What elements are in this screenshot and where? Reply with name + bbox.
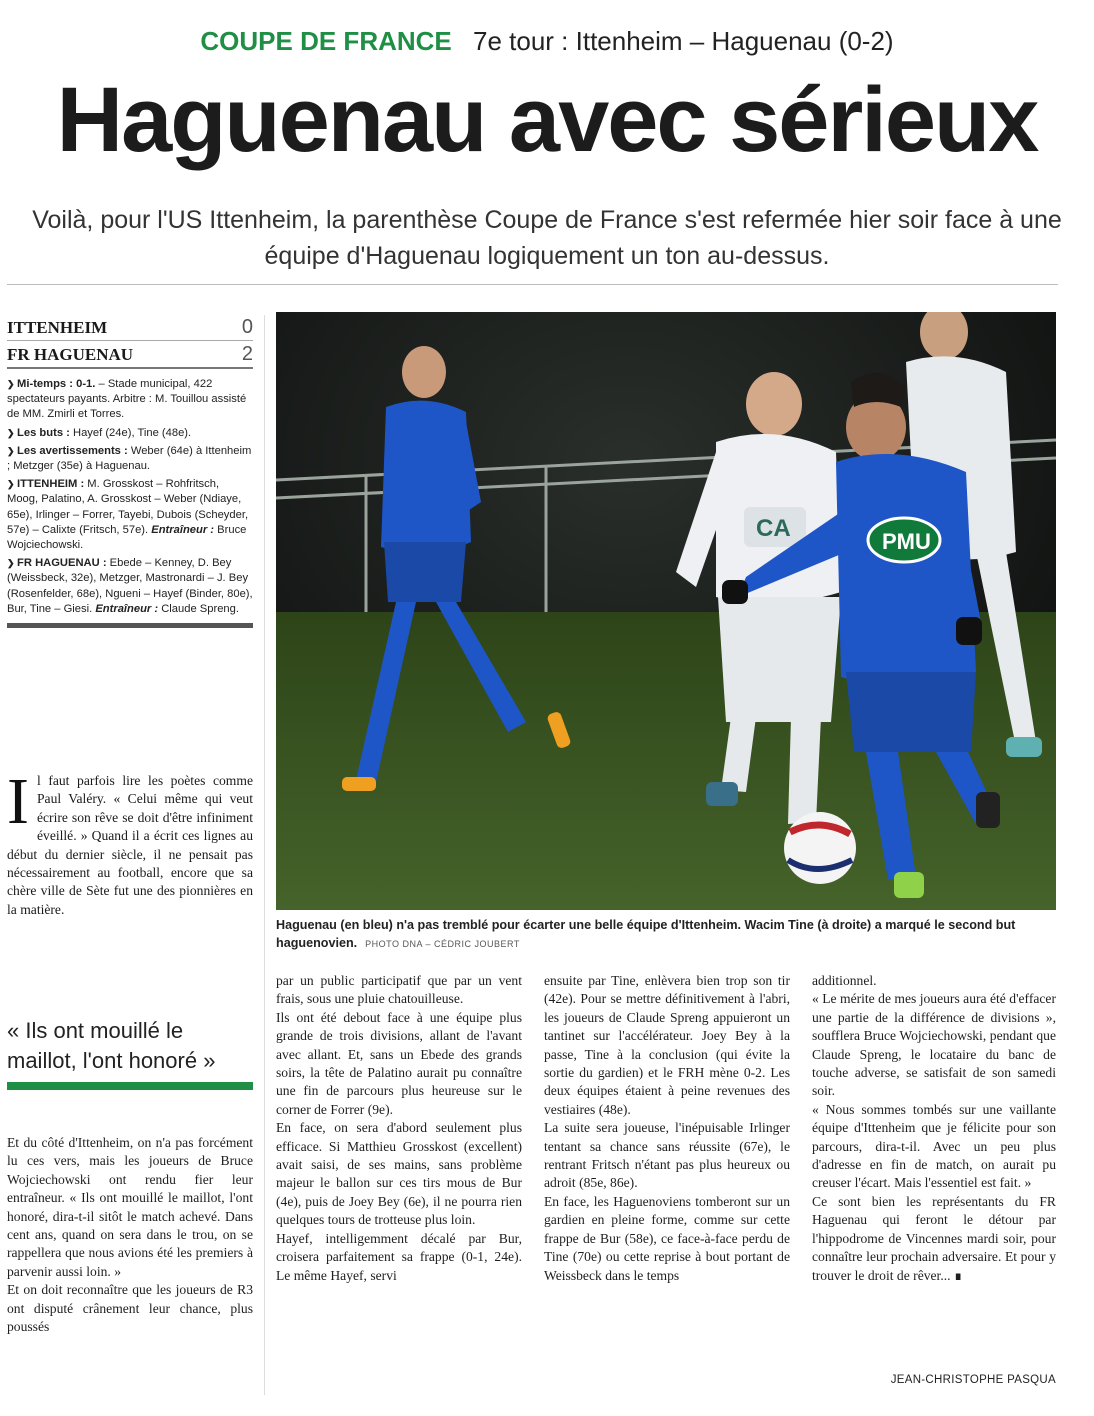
header-rule: [7, 284, 1058, 285]
column-rule: [264, 315, 265, 1395]
kicker: [0, 26, 1094, 57]
paragraph: En face, on sera d'abord seulement plus efficace. Si Matthieu Grosskost (excellent) avait saisi, de ses mains, sans problème majeur le ballon sur ces tirs mous de Bur (4e), puis de Joey Bey (6e), il ne pourra rien quelques tours de trotteuse plus loin.: [276, 1120, 522, 1228]
scorebox: [7, 314, 253, 628]
home-team-name: ITTENHEIM: [7, 318, 108, 337]
paragraph: Et on doit reconnaître que les joueurs de R3 ont disputé crânement leur chance, plus poussés: [7, 1282, 253, 1335]
blue-shirt-sponsor: PMU: [882, 529, 931, 554]
home-team-row: [7, 314, 253, 341]
intro-text: l faut parfois lire les poètes comme Paul Valéry. « Celui même qui veut écrire son rêve se doit d'être infiniment éveillé. » Quand il a écrit ces lignes au début du dernier siècle, il ne pensait pas nécessairement au football, encore que sa chère ville de Sète fut une des pionnières en la matière.: [7, 773, 253, 917]
goals-text: Hayef (24e), Tine (48e).: [69, 426, 192, 439]
photo-credit: PHOTO DNA – CÉDRIC JOUBERT: [365, 939, 520, 949]
away-lineup-text: Ebede – Kenney, D. Bey (Weissbeck, 32e), Metzger, Mastronardi – J. Bey (Rosenfelder, 68e), Ngueni – Hayef (Binder, 80e), Bur, Tine – Giesi.: [7, 557, 253, 615]
paragraph: ensuite par Tine, enlèvera bien trop son tir (42e). Pour se mettre définitivement à l'abri, les joueurs de Claude Spreng appuieront un tantinet sur l'accélérateur. Joey Bey à la passe, Tine à la conclusion (qui évite la sortie du gardien) et le FRH mène 0-2. Les deux équipes étaient à peine revenues des vestiaires (48e).: [544, 973, 790, 1117]
home-lineup-text: M. Grosskost – Rohfritsch, Moog, Palatino, A. Grosskost – Weber (Ndiaye, 65e), Irlinger – Forrer, Tayebi, Dubois (Scheyder, 57e) – Calixte (Fritsch, 57e).: [7, 478, 249, 536]
football: [784, 812, 856, 884]
paragraph: « Nous sommes tombés sur une vaillante équipe d'Ittenheim que je félicite pour son parcours, dira-t-il. Avec un peu plus d'adresse en fin de match, on aurait pu creuser l'écart. Mais l'essentiel est fait. »: [812, 1101, 1056, 1191]
caption-text: Haguenau (en bleu) n'a pas tremblé pour écarter une belle équipe d'Ittenheim. Wacim Tine (à droite) a marqué le second but haguenovien.: [276, 918, 1016, 950]
halftime-info: [7, 377, 253, 423]
rubric-label: COUPE DE FRANCE: [200, 26, 452, 56]
pull-quote-bar: [7, 1082, 253, 1090]
home-lineup-label: ❯ ITTENHEIM :: [7, 478, 84, 490]
paragraph: Hayef, intelligemment décalé par Bur, croisera parfaitement sa frappe (0-1, 24e). Le même Hayef, servi: [276, 1230, 522, 1283]
away-coach-label: Entraîneur :: [95, 602, 159, 615]
away-lineup-label: ❯ FR HAGUENAU :: [7, 557, 107, 569]
paragraph: « Le mérite de mes joueurs aura été d'effacer une partie de la différence de divisions », soufflera Bruce Wojciechowski, pendant que Claude Spreng, le locataire du banc de touche adverse, se satisfait de son samedi soir.: [812, 991, 1056, 1099]
home-lineup: [7, 477, 253, 553]
away-lineup: [7, 556, 253, 617]
paragraph: Et du côté d'Ittenheim, on n'a pas forcément lu ces vers, mais les joueurs de Bruce Wojciechowski ont rendu fier leur entraîneur. « Ils ont mouillé le maillot, l'ont honoré, dira-t-il sitôt le match achevé. Dans cent ans, quand on sera dans le trou, on se rappellera que nous avions été les premiers à parvenir aussi loin. »: [7, 1135, 253, 1279]
away-coach-name: Claude Spreng.: [158, 602, 239, 615]
home-coach-label: Entraîneur :: [151, 523, 215, 536]
photo-caption: [276, 916, 1056, 953]
match-photo: [276, 312, 1056, 910]
home-team-score: 0: [241, 316, 253, 338]
away-team-row: [7, 341, 253, 369]
paragraph: La suite sera joueuse, l'inépuisable Irlinger tentant sa chance sans réussite (67e), le rentrant Fritsch n'étant pas plus heureux ou adroit (85e, 86e).: [544, 1120, 790, 1191]
paragraph: additionnel.: [812, 973, 877, 988]
halftime-label: ❯ Mi-temps : 0-1.: [7, 378, 95, 390]
intro-paragraph: [7, 765, 253, 919]
author-signature: JEAN-CHRISTOPHE PASQUA: [890, 1374, 1056, 1386]
away-team-name: FR HAGUENAU: [7, 345, 134, 364]
pull-quote-text: « Ils ont mouillé le maillot, l'ont honoré »: [7, 1018, 216, 1073]
warnings-text: Weber (64e) à Ittenheim ; Metzger (35e) à Haguenau.: [7, 444, 252, 473]
halftime-text: – Stade municipal, 422 spectateurs payants. Arbitre : M. Touillou assisté de MM. Zmirli et Torres.: [7, 378, 247, 421]
scorebox-end-bar: [7, 623, 253, 628]
away-team-score: 2: [241, 343, 253, 365]
pull-quote: [7, 1016, 253, 1090]
standfirst: Voilà, pour l'US Ittenheim, la parenthèse Coupe de France s'est refermée hier soir face à une équipe d'Haguenau logiquement un ton au-dessus.: [32, 206, 1062, 270]
match-label: 7e tour : Ittenheim – Haguenau (0-2): [473, 26, 894, 56]
article-column-4: [812, 972, 1056, 1285]
article-column-2: [276, 972, 522, 1285]
warnings-info: [7, 444, 253, 474]
paragraph: par un public participatif que par un vent frais, sous une pluie chatouilleuse.: [276, 973, 522, 1007]
match-photo-illustration: [276, 312, 1056, 910]
article-column-3: [544, 972, 790, 1285]
headline: Haguenau avec sérieux: [56, 69, 1038, 171]
paragraph: Ils ont été debout face à une équipe plus grande de trois divisions, allant de l'avant avec allant. Et, sans un Ebede des grands soirs, la tête de Palatino aurait pu connaître une fin de parcours plus heureuse sur le corner de Forrer (9e).: [276, 1009, 522, 1117]
goals-label: ❯ Les buts :: [7, 427, 70, 439]
goals-info: [7, 426, 253, 441]
dropcap: I: [7, 765, 29, 838]
warnings-label: ❯ Les avertissements :: [7, 445, 128, 457]
paragraph: Ce sont bien les représentants du FR Haguenau qui feront le détour par l'hippodrome de Vincennes mardi soir, pour connaître leur prochain adversaire. Et pour y trouver le droit de rêver... ∎: [812, 1193, 1056, 1283]
paragraph: En face, les Haguenoviens tomberont sur un gardien en pleine forme, comme sur cette frappe de Bur (58e), ce face-à-face perdu de Tine (70e) ou cette reprise à bout portant de Weissbeck dans le temps: [544, 1193, 790, 1283]
home-coach-name: Bruce Wojciechowski.: [7, 523, 247, 552]
white-shirt-sponsor: CA: [756, 515, 791, 542]
article-column-1: [7, 1134, 253, 1336]
